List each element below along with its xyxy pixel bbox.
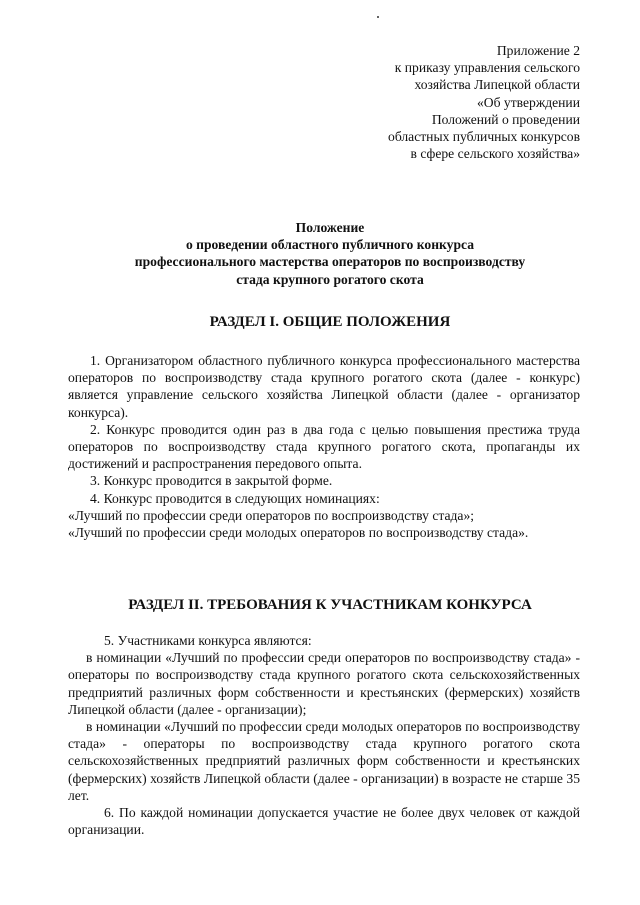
title-line: о проведении областного публичного конкурса [185,237,475,253]
paragraph: 2. Конкурс проводится один раз в два года с целью повышения престижа труда операторов по воспроизводству стада крупного рогатого скота, пропаганды их достижений и распространения передового опыта. [68,421,580,472]
title-line: профессионального мастерства операторов по воспроизводству [134,254,526,270]
section2-body [68,632,580,838]
paragraph: 4. Конкурс проводится в следующих номинациях: [90,490,380,506]
annex-line: в сфере сельского хозяйства» [410,146,580,162]
annex-line: «Об утверждении [476,94,580,110]
section1-body [68,352,580,541]
annex-line: к приказу управления сельского [394,60,580,76]
paragraph: в номинации «Лучший по профессии среди молодых операторов по воспроизводству стада» - операторы по воспроизводству стада крупного рогатого скота сельскохозяйственных предприятий различных форм собственности и крестьянских (фермерских) хозяйств Липецкой области (далее - организации) в возрасте не старше 35 лет. [68,719,580,803]
section2-heading: РАЗДЕЛ II. ТРЕБОВАНИЯ К УЧАСТНИКАМ КОНКУРСА [128,597,532,613]
paragraph: 5. Участниками конкурса являются: [104,633,312,648]
section1-heading: РАЗДЕЛ I. ОБЩИЕ ПОЛОЖЕНИЯ [209,314,451,330]
paragraph: «Лучший по профессии среди операторов по воспроизводству стада»; [68,507,475,523]
paragraph: в номинации «Лучший по профессии среди операторов по воспроизводству стада» - операторы по воспроизводству стада крупного рогатого скота сельскохозяйственных предприятий различных форм собственности и крестьянских (фермерских) хозяйств Липецкой области (далее - организации); [68,650,580,717]
document-title [60,219,600,288]
paragraph: 1. Организатором областного публичного конкурса профессионального мастерства операторов по воспроизводству стада крупного рогатого скота (далее - конкурс) является управление сельского хозяйства Липецкой области (далее - организатор конкурса). [68,353,580,420]
annex-line: Положений о проведении [431,111,580,127]
annex-header [340,42,580,162]
title-line: стада крупного рогатого скота [236,271,424,287]
scan-speck [377,16,379,18]
title-line: Положение [295,220,365,235]
paragraph: 3. Конкурс проводится в закрытой форме. [90,473,333,489]
annex-line: Приложение 2 [496,43,580,58]
paragraph: 6. По каждой номинации допускается участие не более двух человек от каждой организации. [68,805,580,838]
paragraph: «Лучший по профессии среди молодых операторов по воспроизводству стада». [68,525,529,541]
annex-line: хозяйства Липецкой области [414,77,580,93]
annex-line: областных публичных конкурсов [388,129,580,145]
